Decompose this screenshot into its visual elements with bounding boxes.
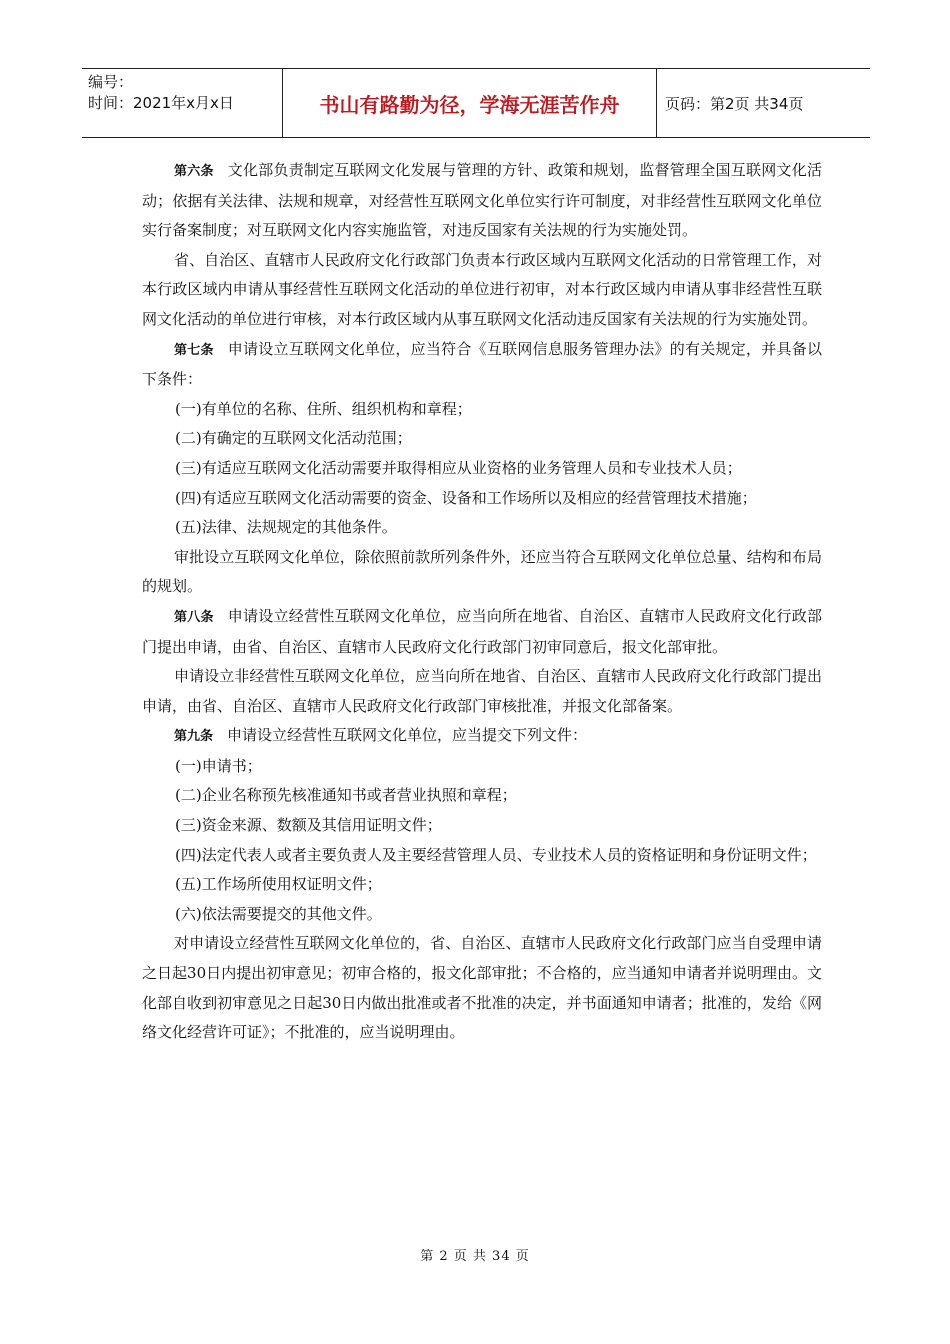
- document-body: [142, 156, 822, 1048]
- article-number: 第九条: [174, 729, 214, 745]
- list-item: (五)法律、法规规定的其他条件。: [175, 518, 397, 537]
- paragraph-article-9: [142, 721, 822, 752]
- paragraph-text: 申请设立经营性互联网文化单位，应当向所在地省、自治区、直辖市人民政府文化行政部门提出申请，由省、自治区、直辖市人民政府文化行政部门初审同意后，报文化部审批。: [142, 606, 822, 656]
- paragraph-text: 申请设立互联网文化单位，应当符合《互联网信息服务管理办法》的有关规定，并具备以下条件：: [142, 339, 822, 389]
- article-number: 第八条: [174, 609, 214, 625]
- page-header: [82, 68, 870, 138]
- paragraph-text: 文化部负责制定互联网文化发展与管理的方针、政策和规划，监督管理全国互联网文化活动；依据有关法律、法规和规章，对经营性互联网文化单位实行许可制度，对非经营性互联网文化单位实行备案制度；对互联网文化内容实施监管，对违反国家有关法规的行为实施处罚。: [142, 161, 822, 240]
- list-item: (三)有适应互联网文化活动需要并取得相应从业资格的业务管理人员和专业技术人员；: [175, 458, 742, 477]
- paragraph-article-6: [142, 156, 822, 246]
- paragraph: 申请设立非经营性互联网文化单位，应当向所在地省、自治区、直辖市人民政府文化行政部门提出申请，由省、自治区、直辖市人民政府文化行政部门审核批准，并报文化部备案。: [142, 667, 822, 715]
- article-number: 第六条: [174, 164, 214, 179]
- list-item: (二)有确定的互联网文化活动范围；: [175, 429, 412, 448]
- document-date: 时间：2021年x月x日: [88, 94, 234, 112]
- list-item: (一)申请书；: [175, 756, 262, 775]
- list-item: (六)依法需要提交的其他文件。: [175, 904, 382, 923]
- paragraph-article-7: [142, 335, 822, 395]
- paragraph-article-8: [142, 602, 822, 662]
- article-number: 第七条: [174, 342, 214, 358]
- list-item: (二)企业名称预先核准通知书或者营业执照和章程；: [175, 786, 517, 805]
- header-page-info: 页码：第2页 共34页: [665, 94, 804, 113]
- header-motto: 书山有路勤为径，学海无涯苦作舟: [283, 69, 657, 137]
- paragraph: 省、自治区、直辖市人民政府文化行政部门负责本行政区域内互联网文化活动的日常管理工作，对本行政区域内申请从事经营性互联网文化活动的单位进行初审，对本行政区域内申请从事非经营性互联网文化活动的单位进行审核，对本行政区域内从事互联网文化活动违反国家有关法规的行为实施处罚。: [142, 250, 822, 328]
- page-footer: 第 2 页 共 34 页: [420, 1249, 530, 1264]
- list-item: (四)法定代表人或者主要负责人及主要经营管理人员、专业技术人员的资格证明和身份证明文件；: [175, 845, 817, 864]
- list-item: (五)工作场所使用权证明文件；: [175, 875, 382, 894]
- paragraph: 对申请设立经营性互联网文化单位的，省、自治区、直辖市人民政府文化行政部门应当自受理申请之日起30日内提出初审意见；初审合格的，报文化部审批；不合格的，应当通知申请者并说明理由。文化部自收到初审意见之日起30日内做出批准或者不批准的决定，并书面通知申请者；批准的，发给《网络文化经营许可证》；不批准的，应当说明理由。: [142, 934, 822, 1042]
- list-item: (三)资金来源、数额及其信用证明文件；: [175, 816, 442, 835]
- document-number: 编号：: [88, 73, 134, 91]
- header-meta: [82, 69, 283, 137]
- paragraph: 审批设立互联网文化单位，除依照前款所列条件外，还应当符合互联网文化单位总量、结构和布局的规划。: [142, 547, 822, 596]
- paragraph-text: 申请设立经营性互联网文化单位，应当提交下列文件：: [227, 726, 588, 745]
- list-item: (四)有适应互联网文化活动需要的资金、设备和工作场所以及相应的经营管理技术措施；: [175, 488, 757, 507]
- list-item: (一)有单位的名称、住所、组织机构和章程；: [175, 399, 472, 418]
